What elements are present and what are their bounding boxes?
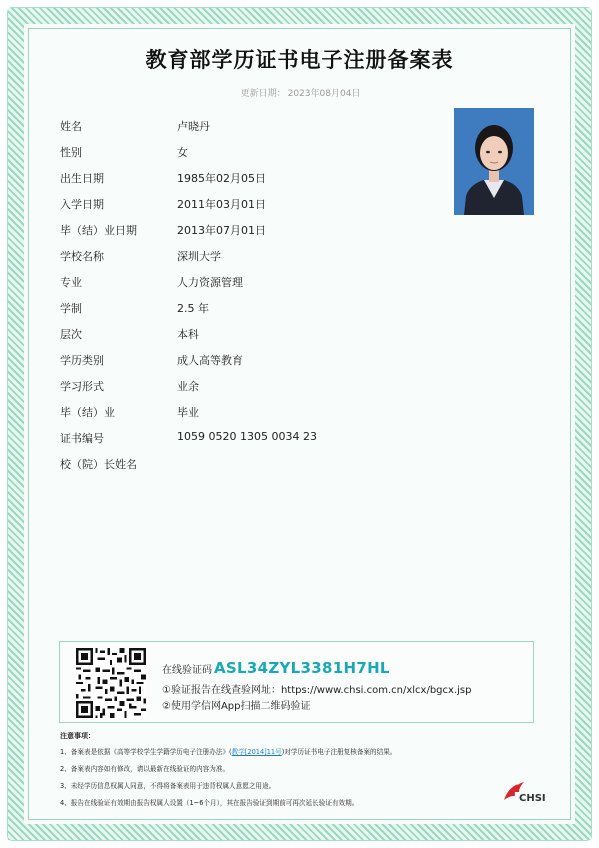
field-label: 学制 (60, 302, 82, 315)
field-label: 毕（结）业 (60, 406, 115, 419)
field-value: 业余 (177, 380, 199, 393)
field-label: 学校名称 (60, 250, 104, 263)
field-label: 学习形式 (60, 380, 104, 393)
field-value: 女 (177, 146, 188, 159)
field-label: 姓名 (60, 120, 82, 133)
field-value: 1985年02月05日 (177, 172, 266, 185)
field-label: 证书编号 (60, 432, 104, 445)
field-value: 1059 0520 1305 0034 23 (177, 430, 317, 443)
note-item-1-tail: )对学历证书电子注册复核备案的结果。 (281, 748, 397, 756)
notes-section (60, 731, 530, 814)
note-item-1 (60, 746, 530, 756)
field-value: 2013年07月01日 (177, 224, 266, 237)
verification-step-url: ①验证报告在线查验网址：https://www.chsi.com.cn/xlcx/bgcx.jsp (162, 685, 472, 696)
field-value: 2011年03月01日 (177, 198, 266, 211)
note-item-1-text: 1、备案表是依据《高等学校学生学籍学历电子注册办法》( (60, 748, 232, 756)
field-value: 成人高等教育 (177, 354, 243, 367)
note-item-3: 3、未经学历信息权属人同意，不得将备案表用于违背权属人意愿之用途。 (60, 782, 276, 790)
field-label: 入学日期 (60, 198, 104, 211)
field-value: 深圳大学 (177, 250, 221, 263)
field-value: 人力资源管理 (177, 276, 243, 289)
field-label: 性别 (60, 146, 82, 159)
qr-code-icon (76, 648, 146, 718)
field-label: 出生日期 (60, 172, 104, 185)
notes-title: 注意事项： (60, 732, 95, 740)
field-label: 学历类别 (60, 354, 104, 367)
field-value: 2.5 年 (177, 302, 209, 315)
verification-code: ASL34ZYL3381H7HL (214, 659, 390, 677)
verification-code-line (162, 659, 390, 677)
verification-code-label: 在线验证码 (162, 665, 212, 676)
field-label: 专业 (60, 276, 82, 289)
verification-panel (59, 641, 534, 723)
update-date (0, 86, 599, 99)
update-value: 2023年08月04日 (287, 89, 361, 99)
field-value: 毕业 (177, 406, 199, 419)
note-item-2: 2、备案表内容如有修改，请以最新在线验证的内容为准。 (60, 765, 230, 773)
document-title: 教育部学历证书电子注册备案表 (145, 48, 454, 72)
chsi-logo-text: CHSI (519, 793, 546, 804)
note-item-4: 4、报告在线验证有效期由报告权属人设置（1~6个月），其在报告验证到期前可再次延长验证有效期。 (60, 799, 359, 807)
field-value: 卢晓丹 (177, 120, 210, 133)
field-label: 校（院）长姓名 (60, 458, 137, 471)
verification-step-app: ②使用学信网App扫描二维码验证 (162, 701, 311, 712)
update-label: 更新日期： (240, 89, 286, 99)
id-photo (454, 108, 534, 215)
regulation-link[interactable]: 教学[2014]11号 (231, 748, 282, 756)
field-label: 毕（结）业日期 (60, 224, 137, 237)
field-value: 本科 (177, 328, 199, 341)
field-label: 层次 (60, 328, 82, 341)
